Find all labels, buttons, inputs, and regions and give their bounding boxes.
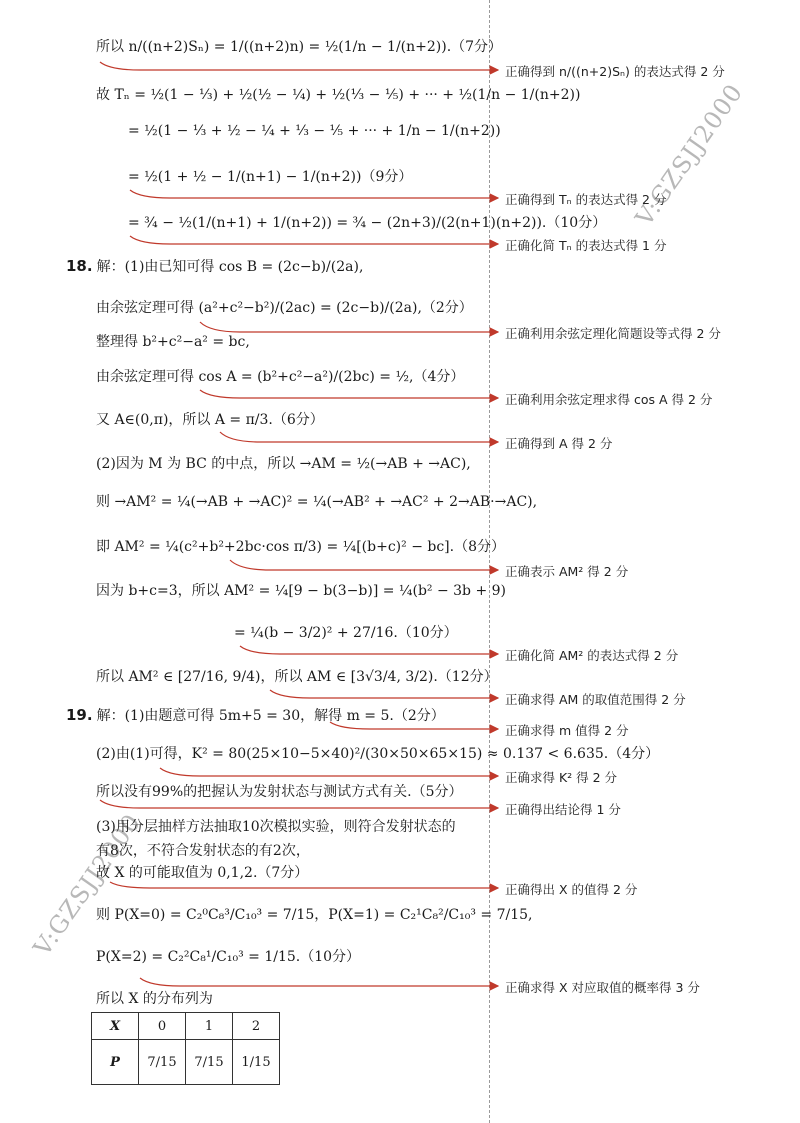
table-cell: 1/15 — [233, 1040, 280, 1085]
grading-note: 正确化简 Tₙ 的表达式得 1 分 — [505, 238, 667, 253]
grading-note: 正确利用余弦定理求得 cos A 得 2 分 — [505, 392, 713, 407]
grading-note: 正确求得 m 值得 2 分 — [505, 723, 629, 738]
grading-note: 正确得出结论得 1 分 — [505, 802, 621, 817]
grading-note: 正确得到 n/((n+2)Sₙ) 的表达式得 2 分 — [505, 64, 725, 79]
connector-arrow — [240, 646, 498, 654]
connector-arrow — [140, 978, 498, 986]
table-cell: P — [92, 1040, 139, 1085]
connector-arrow — [200, 322, 498, 332]
watermark-left: V:GZSJJ2000 — [28, 808, 147, 962]
connector-arrow — [220, 432, 498, 442]
solution-line: = ½(1 − ⅓ + ½ − ¼ + ⅓ − ⅕ + ··· + 1/n − 1/(n+2)) — [128, 123, 501, 139]
solution-line: 故 X 的可能取值为 0,1,2.（7分） — [96, 865, 309, 881]
solution-line: (2)由(1)可得，K² = 80(25×10−5×40)²/(30×50×65×15) ≈ 0.137 < 6.635.（4分） — [96, 746, 660, 762]
connector-arrow — [270, 690, 498, 698]
grading-note: 正确表示 AM² 得 2 分 — [505, 564, 629, 579]
connector-arrow — [200, 390, 498, 398]
connector-arrow — [230, 560, 498, 570]
solution-line: (3)用分层抽样方法抽取10次模拟实验，则符合发射状态的 — [96, 819, 456, 835]
solution-line: 18. 解：(1)由已知可得 cos B = (2c−b)/(2a), — [66, 257, 364, 275]
solution-line: P(X=2) = C₂²C₈¹/C₁₀³ = 1/15.（10分） — [96, 949, 361, 965]
solution-line: 所以 X 的分布列为 — [96, 991, 213, 1007]
connector-arrow — [330, 722, 498, 729]
table-cell: 7/15 — [139, 1040, 186, 1085]
solution-line: 又 A∈(0,π)，所以 A = π/3.（6分） — [96, 412, 324, 428]
table-cell: 7/15 — [186, 1040, 233, 1085]
grading-note: 正确得到 Tₙ 的表达式得 2 分 — [505, 192, 667, 207]
connector-arrow — [160, 768, 498, 776]
table-cell: 0 — [139, 1013, 186, 1040]
watermark-right: V:GZSJJ2000 — [630, 78, 749, 232]
grading-note: 正确利用余弦定理化简题设等式得 2 分 — [505, 326, 721, 341]
connector-arrow — [100, 62, 498, 70]
solution-line: 由余弦定理可得 cos A = (b²+c²−a²)/(2bc) = ½,（4分） — [96, 369, 465, 385]
solution-line: 所以 AM² ∈ [27/16, 9/4)，所以 AM ∈ [3√3/4, 3/2).（12分） — [96, 669, 498, 685]
grading-note: 正确求得 X 对应取值的概率得 3 分 — [505, 980, 700, 995]
grading-note: 正确得到 A 得 2 分 — [505, 436, 613, 451]
table-cell: 1 — [186, 1013, 233, 1040]
solution-line: = ¼(b − 3/2)² + 27/16.（10分） — [234, 625, 458, 641]
solution-line: (2)因为 M 为 BC 的中点，所以 →AM = ½(→AB + →AC), — [96, 456, 471, 472]
solution-line: 整理得 b²+c²−a² = bc, — [96, 334, 250, 350]
problem-number: 19. — [66, 706, 93, 724]
grading-note: 正确化简 AM² 的表达式得 2 分 — [505, 648, 679, 663]
connector-arrow — [130, 236, 498, 244]
table-cell: 2 — [233, 1013, 280, 1040]
connector-arrow — [130, 190, 498, 198]
solution-line: 故 Tₙ = ½(1 − ⅓) + ½(½ − ¼) + ½(⅓ − ⅕) + ··· + ½(1/n − 1/(n+2)) — [96, 87, 581, 103]
connector-arrow — [100, 800, 498, 808]
solution-line: 则 P(X=0) = C₂⁰C₈³/C₁₀³ = 7/15，P(X=1) = C₂¹C₈²/C₁₀³ = 7/15, — [96, 907, 533, 923]
solution-line: 所以没有99%的把握认为发射状态与测试方式有关.（5分） — [96, 784, 463, 800]
solution-line: 由余弦定理可得 (a²+c²−b²)/(2ac) = (2c−b)/(2a),（2分） — [96, 300, 473, 316]
connector-arrow — [110, 882, 498, 888]
grading-note: 正确求得 K² 得 2 分 — [505, 770, 618, 785]
solution-line: 所以 n/((n+2)Sₙ) = 1/((n+2)n) = ½(1/n − 1/(n+2)).（7分） — [96, 39, 503, 55]
solution-line: 有8次，不符合发射状态的有2次， — [96, 843, 310, 859]
grading-note: 正确求得 AM 的取值范围得 2 分 — [505, 692, 686, 707]
solution-line: 即 AM² = ¼(c²+b²+2bc·cos π/3) = ¼[(b+c)² − bc].（8分） — [96, 539, 505, 555]
solution-line: 则 →AM² = ¼(→AB + →AC)² = ¼(→AB² + →AC² + 2→AB·→AC), — [96, 494, 538, 510]
problem-number: 18. — [66, 257, 93, 275]
table-cell: X — [92, 1013, 139, 1040]
solution-line: 19. 解：(1)由题意可得 5m+5 = 30，解得 m = 5.（2分） — [66, 706, 445, 724]
solution-line: 因为 b+c=3，所以 AM² = ¼[9 − b(3−b)] = ¼(b² − 3b + 9) — [96, 583, 507, 599]
grading-note: 正确得出 X 的值得 2 分 — [505, 882, 638, 897]
solution-line: = ½(1 + ½ − 1/(n+1) − 1/(n+2))（9分） — [128, 169, 413, 185]
solution-line: = ¾ − ½(1/(n+1) + 1/(n+2)) = ¾ − (2n+3)/(2(n+1)(n+2)).（10分） — [128, 215, 607, 231]
